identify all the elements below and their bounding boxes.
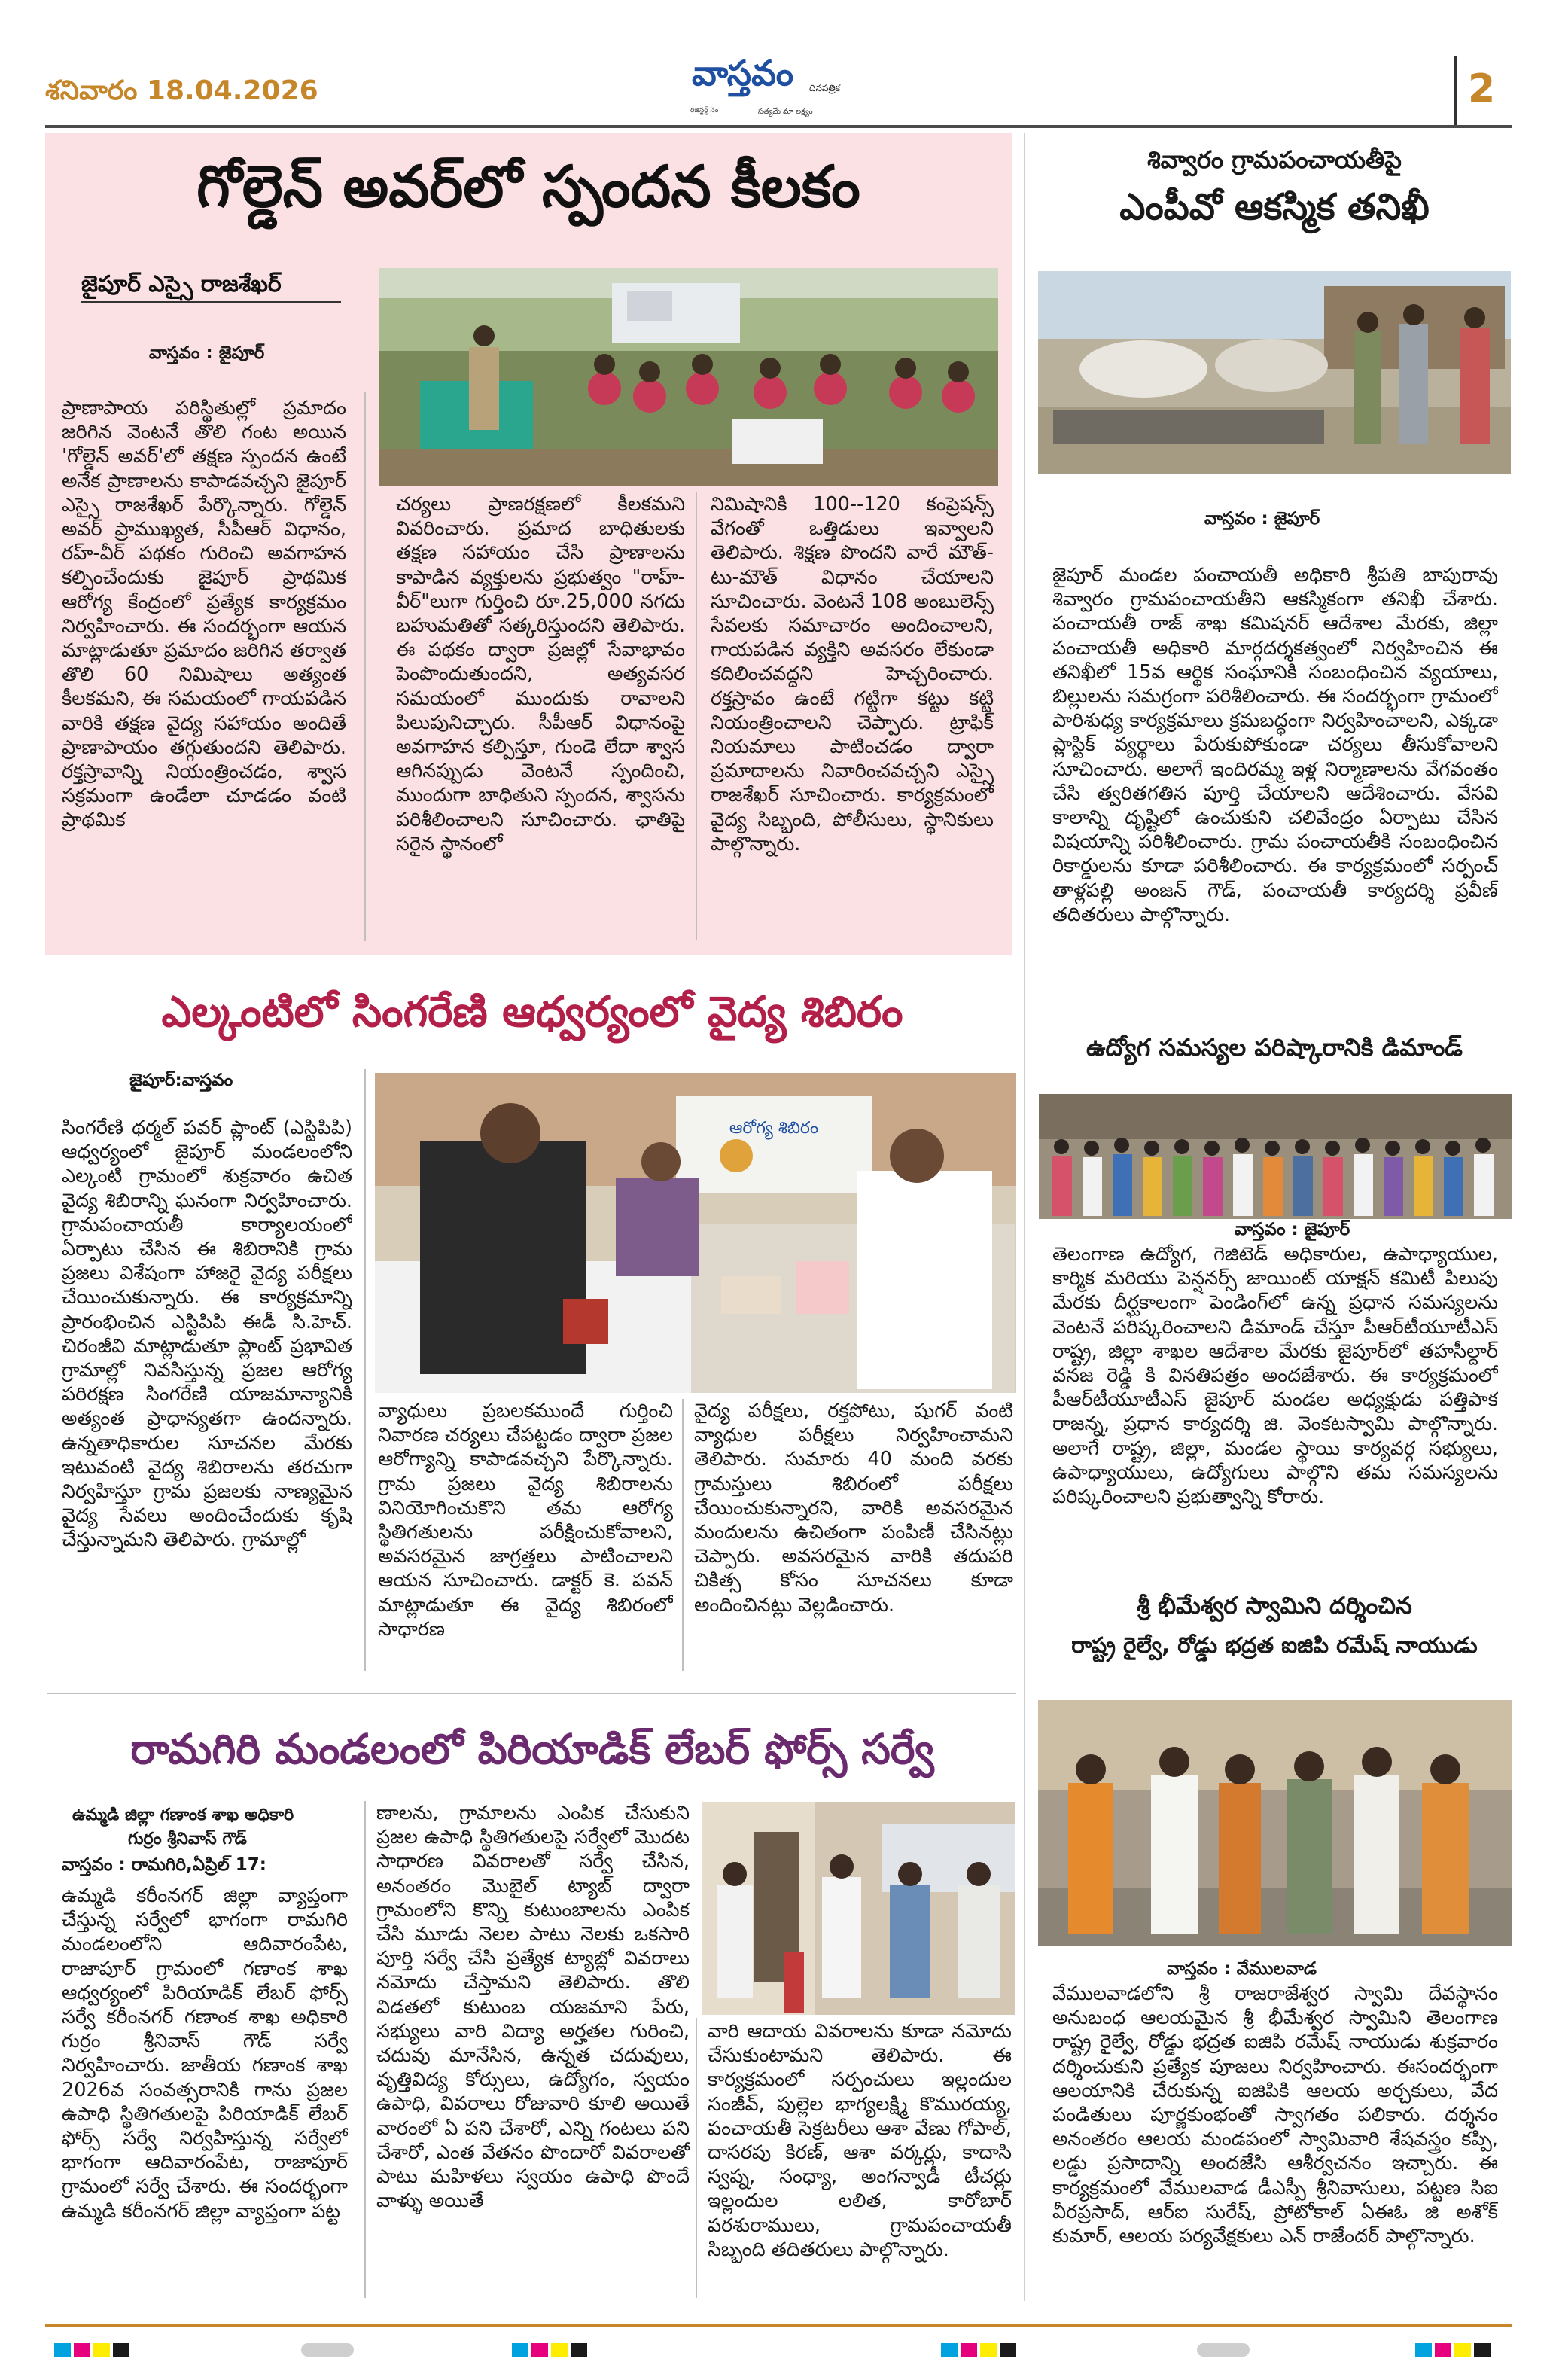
- story3-col2: వ్యాధులు ప్రబలకముందే గుర్తించి నివారణ చర్యలు చేపట్టడం ద్వారా ప్రజల ఆరోగ్యాన్ని కాపాడవచ్చని పేర్కొన్నారు. గ్రామ ప్రజలు వైద్య శిబిరాలను వినియోగించుకొని తమ ఆరోగ్య స్థితిగతులను పరీక్షించుకోవాలని, అవసరమైన జాగ్రత్తలు పాటించాలని ఆయన సూచించారు. డాక్టర్ కె. పవన్ మాట్లాడుతూ ఈ వైద్య శిబిరంలో సాధారణ: [378, 1400, 673, 1641]
- story2-photo: [1038, 271, 1511, 474]
- footer-rule: [45, 2324, 1512, 2327]
- story3-headline: ఎల్కంటిలో సింగరేణి ఆధ్వర్యంలో వైద్య శిబిరం: [161, 988, 903, 1037]
- story6-top-rule: [47, 1693, 1016, 1694]
- awareness-meeting-photo: [379, 268, 998, 486]
- color-swatch: [980, 2343, 997, 2357]
- story4-dateline: వాస్తవం : జైపూర్: [1235, 1220, 1350, 1239]
- story5-headline-line2: రాష్ట్ర రైల్వే, రోడ్డు భద్రత ఐజిపి రమేష్ నాయుడు: [1071, 1632, 1478, 1658]
- story4-photo: [1039, 1094, 1512, 1219]
- color-swatch: [74, 2343, 90, 2357]
- color-swatch: [113, 2343, 129, 2357]
- cattle-trough-photo: [1038, 271, 1511, 474]
- story4-headline: ఉద్యోగ సమస్యల పరిష్కారానికి డిమాండ్: [1086, 1033, 1463, 1062]
- story6-col-divider-2: [696, 2018, 697, 2298]
- story1-headline: గోల్డెన్ అవర్‌లో స్పందన కీలకం: [196, 153, 860, 220]
- story2-body: జైపూర్ మండల పంచాయతీ అధికారి శ్రీపతి బాపురావు శివ్వారం గ్రామపంచాయతీని ఆకస్మికంగా తనిఖీ చేశారు. పంచాయతీ రాజ్ శాఖ కమిషనర్ ఆదేశాల మేరకు, జిల్లా పంచాయతీ అధికారి మార్గదర్శకత్వంలో నిర్వహించిన ఈ తనిఖీలో 15వ ఆర్థిక సంఘానికి సంబంధించిన వ్యయాలు, బిల్లులను సమగ్రంగా పరిశీలించారు. ఈ సందర్భంగా గ్రామంలో పారిశుధ్య కార్యక్రమాలు క్రమబద్ధంగా నిర్వహించాలని, ఎక్కడా ప్లాస్టిక్ వ్యర్థాలు పేరుకుపోకుండా చర్యలు తీసుకోవాలని సూచించారు. అలాగే ఇందిరమ్మ ఇళ్ల నిర్మాణాలను వేగవంతం చేసి త్వరితగతిన పూర్తి చేయాలని ఆదేశించారు. వేసవి కాలాన్ని దృష్టిలో ఉంచుకుని చలివేంద్రం ఏర్పాటు చేసిన విషయాన్ని పరిశీలించారు. గ్రామ పంచాయతీకి సంబంధించిన రికార్డులను కూడా పరిశీలించారు. ఈ కార్యక్రమంలో సర్పంచ్ తాళ్లపల్లి అంజన్ గౌడ్, పంచాయతీ కార్యదర్శి ప్రవీణ్ తదితరులు పాల్గొన్నారు.: [1052, 564, 1498, 926]
- color-swatch: [1474, 2343, 1491, 2357]
- story6-byline-2: గుర్రం శ్రీనివాస్ గౌడ్: [128, 1830, 247, 1848]
- page-number: 2: [1468, 66, 1496, 111]
- color-swatch: [1415, 2343, 1432, 2357]
- story6-photo: [702, 1802, 1015, 2015]
- color-swatch: [54, 2343, 71, 2357]
- story6-byline-1: ఉమ్మడి జిల్లా గణాంక శాఖ అధికారి: [72, 1806, 294, 1824]
- story6-col-divider-1: [364, 1801, 366, 2298]
- color-swatch: [551, 2343, 568, 2357]
- story6-dateline: వాస్తవం : రామగిరి,ఏప్రిల్ 17:: [62, 1855, 266, 1875]
- issue-date: శనివారం 18.04.2026: [45, 75, 318, 106]
- story3-photo: [375, 1073, 1016, 1393]
- masthead-tag: దినపత్రిక: [809, 83, 841, 93]
- color-swatch: [571, 2343, 587, 2357]
- story3-col1: సింగరేణి థర్మల్ పవర్ ప్లాంట్ (ఎస్టిపిపి) ఆధ్వర్యంలో జైపూర్ మండలంలోని ఎల్కంటి గ్రామంలో శుక్రవారం ఉచిత వైద్య శిబిరాన్ని ఘనంగా నిర్వహించారు. గ్రామపంచాయతీ కార్యాలయంలో ఏర్పాటు చేసిన ఈ శిబిరానికి గ్రామ ప్రజలు విశేషంగా హాజరై వైద్య పరీక్షలు చేయించుకున్నారు. ఈ కార్యక్రమాన్ని ప్రారంభించిన ఎస్టిపిపి ఈడీ సి.హెచ్. చిరంజీవి మాట్లాడుతూ ప్లాంట్ ప్రభావిత గ్రామాల్లో నివసిస్తున్న ప్రజల ఆరోగ్య పరిరక్షణ సింగరేణి యాజమాన్యానికి అత్యంత ప్రాధాన్యతగా ఉందన్నారు. ఉన్నతాధికారుల సూచనల మేరకు ఇటువంటి వైద్య శిబిరాలను తరచుగా నిర్వహిస్తూ గ్రామ ప్రజలకు నాణ్యమైన వైద్య సేవలు అందించేందుకు కృషి చేస్తున్నామని తెలిపారు. గ్రామాల్లో: [62, 1117, 352, 1552]
- story1-photo: [379, 268, 998, 486]
- story1-col-divider-1: [364, 392, 366, 941]
- color-swatch: [1435, 2343, 1451, 2357]
- color-swatch: [301, 2343, 354, 2357]
- photo-banner-text: ఆరోగ్య శిబిరం: [729, 1119, 819, 1138]
- story6-col3: వారి ఆదాయ వివరాలను కూడా నమోదు చేసుకుంటామని తెలిపారు. ఈ కార్యక్రమంలో సర్పంచులు ఇల్లందుల సంజీవ్, పుల్లెల భాగ్యలక్ష్మి కొమురయ్య, పంచాయతీ సెక్రటరీలు ఆశా వేణు గోపాల్, దాసరపు కిరణ్, ఆశా వర్కర్లు, కాదాసి స్వప్న, సంధ్యా, అంగన్వాడీ టీచర్లు ఇల్లందుల లలిత, కారోబార్ పరశురాములు, గ్రామపంచాయతీ సిబ్బంది తదితరులు పాల్గొన్నారు.: [708, 2020, 1012, 2261]
- story1-dateline: వాస్తవం : జైపూర్: [149, 343, 265, 363]
- color-swatch: [531, 2343, 548, 2357]
- protest-group-photo: [1039, 1094, 1512, 1219]
- story1-byline: జైపూర్ ఎస్సై రాజశేఖర్: [81, 271, 282, 297]
- right-column-divider: [1024, 133, 1025, 2301]
- story6-col2: ణాలను, గ్రామాలను ఎంపిక చేసుకుని ప్రజల ఉపాధి స్థితిగతులపై సర్వేలో మొదట సాధారణ వివరాలతో సర్వే చేసిన, అనంతరం మొబైల్ ట్యాబ్ ద్వారా గ్రామంలోని కొన్ని కుటుంబాలను ఎంపిక చేసి మూడు నెలల పాటు నెలకు ఒకసారి పూర్తి సర్వే చేసి ప్రత్యేక ట్యాబ్లో వివరాలు నమోదు చేస్తామని తెలిపారు. తొలి విడతలో కుటుంబ యజమాని పేరు, సభ్యులు వారి విద్యా అర్హతల గురించి, చదువు మానేసిన, ఉన్నత చదువులు, వృత్తివిద్య కోర్సులు, ఉద్యోగం, స్వయం ఉపాధి, వివరాలు రోజువారి కూలి అయితే వారంలో ఏ పని చేశారో, ఎన్ని గంటలు పని చేశారో, ఎంత వేతనం పొందారో వివరాలతో పాటు మహిళలు స్వయం ఉపాధి పొందే వాళ్ళు అయితే: [376, 1802, 690, 2213]
- story5-headline-line1: శ్రీ భీమేశ్వర స్వామిని దర్శించిన: [1137, 1592, 1412, 1620]
- story3-col3: వైద్య పరీక్షలు, రక్తపోటు, షుగర్ వంటి వ్యాధుల పరీక్షలు నిర్వహించామని తెలిపారు. సుమారు 40 మంది వరకు గ్రామస్తులు శిబిరంలో పరీక్షలు చేయించుకున్నారని, వారికి అవసరమైన మందులను ఉచితంగా పంపిణీ చేసినట్లు చెప్పారు. అవసరమైన వారికి తదుపరి చికిత్స కోసం సూచనలు కూడా అందించినట్లు వెల్లడించారు.: [694, 1400, 1013, 1617]
- color-swatch: [1000, 2343, 1016, 2357]
- temple-visit-photo: [1038, 1700, 1512, 1946]
- masthead-sub1: రిజిస్టర్డ్ నెం: [690, 107, 719, 114]
- story1-col-divider-2: [696, 492, 697, 940]
- newspaper-logo: [689, 53, 866, 122]
- color-swatch: [961, 2343, 977, 2357]
- story3-col-divider-1: [364, 1069, 366, 1671]
- medical-camp-photo: [375, 1073, 1016, 1393]
- survey-visit-photo: [702, 1802, 1015, 2015]
- color-swatch: [1197, 2343, 1250, 2357]
- story3-col-divider-2: [682, 1399, 684, 1671]
- story2-dateline: వాస్తవం : జైపూర్: [1204, 509, 1320, 529]
- story2-headline: ఎంపీవో ఆకస్మిక తనిఖీ: [1119, 186, 1430, 228]
- story5-dateline: వాస్తవం : వేములవాడ: [1167, 1959, 1317, 1979]
- page-number-divider: [1454, 56, 1457, 125]
- color-swatch: [512, 2343, 528, 2357]
- story2-kicker: శివ్వారం గ్రామపంచాయతీపై: [1147, 145, 1402, 174]
- masthead-title: వాస్తవం: [692, 53, 794, 93]
- story1-col3: నిమిషానికి 100--120 కంప్రెషన్స్ వేగంతో ఒత్తిడులు ఇవ్వాలని తెలిపారు. శిక్షణ పొందని వారే మౌత్-టు-మౌత్ విధానం చేయాలని సూచించారు. వెంటనే 108 అంబులెన్స్ సేవలకు సమాచారం అందించాలని, గాయపడిన వ్యక్తిని అవసరం లేకుండా కదిలించవద్దని హెచ్చరించారు. రక్తస్రావం ఉంటే గట్టిగా కట్టు కట్టి నియంత్రించాలని చెప్పారు. ట్రాఫిక్ నియమాలు పాటించడం ద్వారా ప్రమాదాలను నివారించవచ్చని ఎస్సై రాజశేఖర్ సూచించారు. కార్యక్రమంలో వైద్య సిబ్బంది, పోలీసులు, స్థానికులు పాల్గొన్నారు.: [711, 493, 994, 855]
- story6-headline: రామగిరి మండలంలో పిరియాడిక్ లేబర్ ఫోర్స్ సర్వే: [130, 1725, 934, 1773]
- color-swatch: [1454, 2343, 1471, 2357]
- color-swatch: [941, 2343, 958, 2357]
- story5-photo: [1038, 1700, 1512, 1946]
- story1-col2: చర్యలు ప్రాణరక్షణలో కీలకమని వివరించారు. ప్రమాద బాధితులకు తక్షణ సహాయం చేసి ప్రాణాలను కాపాడిన వ్యక్తులను ప్రభుత్వం "రాహ్-వీర్"లుగా గుర్తించి రూ.25,000 నగదు బహుమతితో సత్కరిస్తుందని తెలిపారు. ఈ పథకం ద్వారా ప్రజల్లో సేవాభావం పెంపొందుతుందని, అత్యవసర సమయంలో ముందుకు రావాలని పిలుపునిచ్చారు. సీపీఆర్ విధానంపై అవగాహన కల్పిస్తూ, గుండె లేదా శ్వాస ఆగినప్పుడు వెంటనే స్పందించి, ముందుగా బాధితుని స్పందన, శ్వాసను పరిశీలించాలని సూచించారు. ఛాతిపై సరైన స్థానంలో: [396, 493, 685, 855]
- story4-body: తెలంగాణ ఉద్యోగ, గెజిటెడ్ అధికారుల, ఉపాధ్యాయుల, కార్మిక మరియు పెన్షనర్స్ జాయింట్ యాక్షన్ కమిటీ పిలుపు మేరకు దీర్ఘకాలంగా పెండింగ్‌లో ఉన్న ప్రధాన సమస్యలను వెంటనే పరిష్కరించాలని డిమాండ్ చేస్తూ పీఆర్‌టీయూటీఎస్ రాష్ట్ర, జిల్లా శాఖల ఆదేశాల మేరకు జైపూర్‌లో తహసీల్దార్ వనజ రెడ్డి కి వినతిపత్రం అందజేశారు. ఈ కార్యక్రమంలో పీఆర్‌టీయూటీఎస్ జైపూర్ మండల అధ్యక్షుడు పత్తిపాక రాజన్న, ప్రధాన కార్యదర్శి జి. వెంకటస్వామి పాల్గొన్నారు. అలాగే రాష్ట్ర, జిల్లా, మండల స్థాయి కార్యవర్గ సభ్యులు, ఉపాధ్యాయులు, ఉద్యోగులు పాల్గొని తమ సమస్యలను పరిష్కరించాలని ప్రభుత్వాన్ని కోరారు.: [1052, 1243, 1498, 1509]
- masthead-sub2: సత్యమే మా లక్ష్యం: [758, 108, 813, 116]
- story3-dateline: జైపూర్:వాస్తవం: [129, 1071, 233, 1090]
- color-swatch: [93, 2343, 110, 2357]
- story1-col1: ప్రాణాపాయ పరిస్థితుల్లో ప్రమాదం జరిగిన వెంటనే తొలి గంట అయిన 'గోల్డెన్ అవర్'లో తక్షణ స్పందన ఉంటే అనేక ప్రాణాలను కాపాడవచ్చని జైపూర్ ఎస్సై రాజశేఖర్ పేర్కొన్నారు. గోల్డెన్ అవర్ ప్రాముఖ్యత, సీపీఆర్ విధానం, రహ్-వీర్ పథకం గురించి అవగాహన కల్పించేందుకు జైపూర్ ప్రాథమిక ఆరోగ్య కేంద్రంలో ప్రత్యేక కార్యక్రమం నిర్వహించారు. ఈ సందర్భంగా ఆయన మాట్లాడుతూ ప్రమాదం జరిగిన తర్వాత తొలి 60 నిమిషాలు అత్యంత కీలకమని, ఈ సమయంలో గాయపడిన వారికి తక్షణ వైద్య సహాయం అందితే ప్రాణాపాయం తగ్గుతుందని తెలిపారు. రక్తస్రావాన్ని నియంత్రించడం, శ్వాస సక్రమంగా ఉండేలా చూడడం వంటి ప్రాథమిక: [62, 397, 346, 832]
- header-rule: [45, 125, 1512, 128]
- story6-col1: ఉమ్మడి కరీంనగర్ జిల్లా వ్యాప్తంగా చేస్తున్న సర్వేలో భాగంగా రామగిరి మండలంలోని ఆదివారంపేట, రాజాపూర్ గ్రామంలో గణాంక శాఖ ఆధ్వర్యంలో పిరియాడిక్ లేబర్ ఫోర్స్ సర్వే కరీంనగర్ గణాంక శాఖ అధికారి గుర్రం శ్రీనివాస్ గౌడ్ సర్వే నిర్వహించారు. జాతీయ గణాంక శాఖ 2026వ సంవత్సరానికి గాను ప్రజల ఉపాధి స్థితిగతులపై పిరియాడిక్ లేబర్ ఫోర్స్ సర్వే నిర్వహిస్తున్న సర్వేలో భాగంగా ఆదివారంపేట, రాజాపూర్ గ్రామంలో సర్వే చేశారు. ఈ సందర్భంగా ఉమ్మడి కరీంనగర్ జిల్లా వ్యాప్తంగా పట్ట: [62, 1885, 348, 2223]
- story5-body: వేములవాడలోని శ్రీ రాజరాజేశ్వర స్వామి దేవస్థానం అనుబంధ ఆలయమైన శ్రీ భీమేశ్వర స్వామిని తెలంగాణ రాష్ట్ర రైల్వే, రోడ్డు భద్రత ఐజిపి రమేష్ నాయుడు శుక్రవారం దర్శించుకుని ప్రత్యేక పూజలు నిర్వహించారు. ఈసందర్భంగా ఆలయానికి చేరుకున్న ఐజిపికి ఆలయ అర్చకులు, వేద పండితులు పూర్ణకుంభంతో స్వాగతం పలికారు. దర్శనం అనంతరం ఆలయ మండపంలో స్వామివారి శేషవస్త్రం కప్పి, లడ్డు ప్రసాదాన్ని అందజేసి ఆశీర్వచనం ఇచ్చారు. ఈ కార్యక్రమంలో వేములవాడ డీఎస్పీ శ్రీనివాసులు, పట్టణ సిఐ వీరప్రసాద్, ఆర్ఐ సురేష్, ప్రోటోకాల్ ఏఈఓ జి అశోక్ కుమార్, ఆలయ పర్యవేక్షకులు ఎన్ రాజేందర్ పాల్గొన్నారు.: [1052, 1982, 1498, 2248]
- story1-byline-rule: [81, 301, 341, 303]
